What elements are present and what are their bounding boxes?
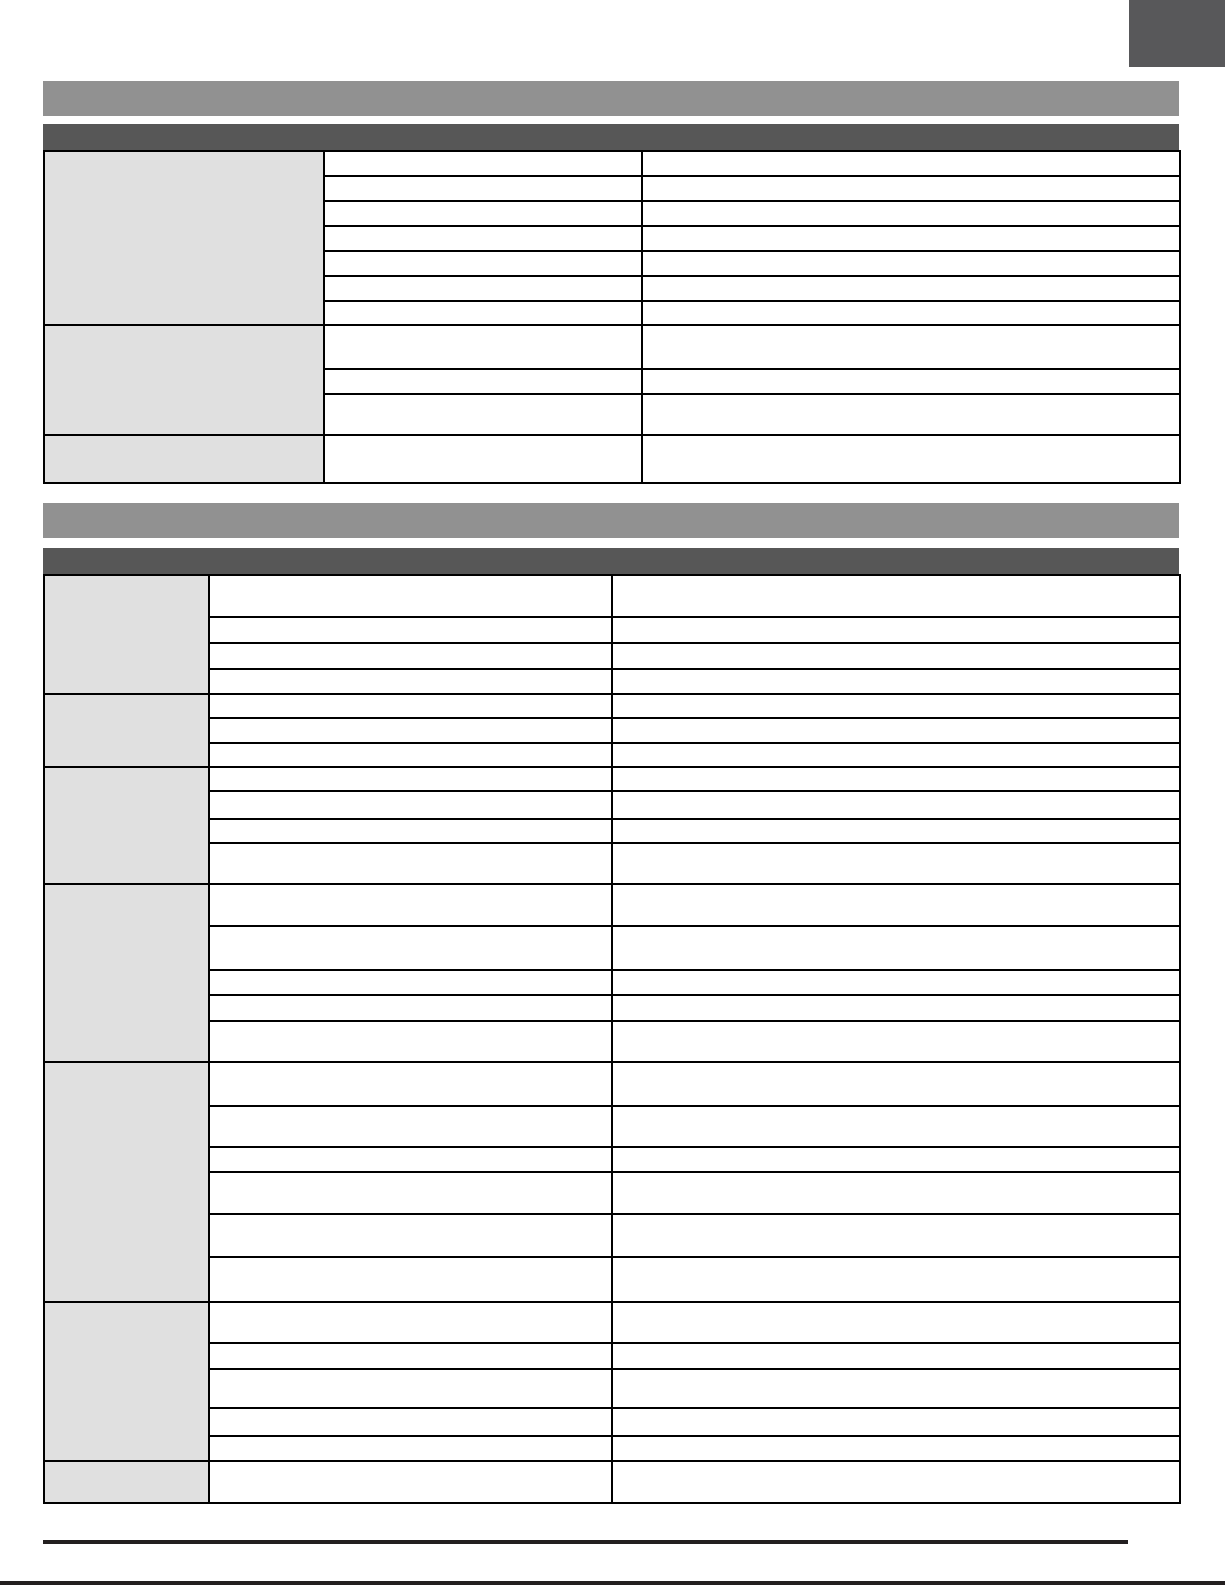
spec-name-cell <box>209 1172 612 1214</box>
spec-name-cell <box>209 1214 612 1257</box>
spec-table-2-title-band <box>43 503 1179 538</box>
spec-value-cell <box>612 767 1180 791</box>
table-row <box>44 1343 1180 1369</box>
spec-value-cell <box>612 1021 1180 1062</box>
spec-name-cell <box>324 276 642 301</box>
spec-name-cell <box>209 1436 612 1461</box>
table-row <box>44 1021 1180 1062</box>
spec-value-cell <box>612 1343 1180 1369</box>
spec-value-cell <box>612 643 1180 669</box>
category-cell <box>44 575 209 694</box>
category-cell <box>44 1461 209 1503</box>
spec-value-cell <box>642 435 1180 483</box>
spec-name-cell <box>209 767 612 791</box>
spec-name-cell <box>209 1461 612 1503</box>
spec-value-cell <box>612 926 1180 970</box>
table-row <box>44 1461 1180 1503</box>
category-cell <box>44 884 209 1062</box>
table-row <box>44 694 1180 718</box>
spec-name-cell <box>209 1106 612 1147</box>
spec-name-cell <box>209 643 612 669</box>
table-row <box>44 995 1180 1021</box>
spec-name-cell <box>209 669 612 694</box>
category-cell <box>44 435 324 483</box>
spec-value-cell <box>642 201 1180 226</box>
footer-rule <box>43 1540 1128 1544</box>
spec-name-cell <box>209 575 612 617</box>
spec-name-cell <box>324 176 642 201</box>
spec-value-cell <box>642 325 1180 369</box>
spec-value-cell <box>612 1147 1180 1172</box>
spec-value-cell <box>612 970 1180 995</box>
spec-name-cell <box>209 1147 612 1172</box>
spec-value-cell <box>612 1257 1180 1302</box>
spec-value-cell <box>642 251 1180 276</box>
spec-name-cell <box>209 1343 612 1369</box>
spec-name-cell <box>209 743 612 767</box>
spec-value-cell <box>612 1214 1180 1257</box>
spec-name-cell <box>324 325 642 369</box>
spec-value-cell <box>612 995 1180 1021</box>
table-row <box>44 643 1180 669</box>
spec-value-cell <box>612 884 1180 926</box>
spec-name-cell <box>209 995 612 1021</box>
spec-name-cell <box>324 435 642 483</box>
spec-value-cell <box>612 718 1180 743</box>
spec-value-cell <box>612 694 1180 718</box>
spec-value-cell <box>612 1062 1180 1106</box>
spec-name-cell <box>209 1062 612 1106</box>
table-row <box>44 1436 1180 1461</box>
spec-name-cell <box>324 151 642 176</box>
spec-name-cell <box>209 617 612 643</box>
spec-value-cell <box>612 791 1180 819</box>
table-row <box>44 575 1180 617</box>
spec-name-cell <box>209 1408 612 1436</box>
spec-table-1-title-band <box>43 81 1179 116</box>
page-bottom-edge <box>0 1581 1225 1585</box>
spec-value-cell <box>612 1302 1180 1343</box>
table-row <box>44 884 1180 926</box>
spec-name-cell <box>209 1257 612 1302</box>
spec-name-cell <box>209 791 612 819</box>
spec-value-cell <box>642 369 1180 394</box>
table-row <box>44 718 1180 743</box>
spec-name-cell <box>209 926 612 970</box>
spec-value-cell <box>612 743 1180 767</box>
spec-name-cell <box>209 1369 612 1408</box>
spec-value-cell <box>612 1369 1180 1408</box>
spec-value-cell <box>612 1172 1180 1214</box>
spec-name-cell <box>324 226 642 251</box>
spec-name-cell <box>209 843 612 884</box>
spec-value-cell <box>612 1408 1180 1436</box>
spec-value-cell <box>612 819 1180 843</box>
spec-table-1 <box>43 150 1181 484</box>
spec-table-2 <box>43 574 1181 1504</box>
table-row <box>44 1172 1180 1214</box>
category-cell <box>44 325 324 435</box>
chapter-corner-tab <box>1129 0 1225 67</box>
spec-value-cell <box>612 843 1180 884</box>
spec-value-cell <box>612 669 1180 694</box>
spec-name-cell <box>324 251 642 276</box>
table-row <box>44 743 1180 767</box>
table-row <box>44 843 1180 884</box>
spec-table-2-header-bar <box>43 548 1179 574</box>
spec-name-cell <box>209 819 612 843</box>
spec-value-cell <box>612 1436 1180 1461</box>
spec-name-cell <box>209 694 612 718</box>
category-cell <box>44 151 324 325</box>
spec-name-cell <box>324 394 642 435</box>
table-row <box>44 767 1180 791</box>
spec-value-cell <box>612 617 1180 643</box>
spec-value-cell <box>642 394 1180 435</box>
spec-value-cell <box>642 301 1180 325</box>
spec-value-cell <box>612 575 1180 617</box>
table-row <box>44 1408 1180 1436</box>
spec-value-cell <box>612 1106 1180 1147</box>
table-row <box>44 325 1180 369</box>
category-cell <box>44 694 209 767</box>
table-row <box>44 1257 1180 1302</box>
table-row <box>44 1106 1180 1147</box>
spec-name-cell <box>324 301 642 325</box>
category-cell <box>44 1302 209 1461</box>
spec-value-cell <box>642 176 1180 201</box>
spec-value-cell <box>642 151 1180 176</box>
spec-name-cell <box>209 970 612 995</box>
spec-value-cell <box>642 226 1180 251</box>
table-row <box>44 151 1180 176</box>
spec-name-cell <box>209 884 612 926</box>
spec-name-cell <box>209 1021 612 1062</box>
table-row <box>44 669 1180 694</box>
spec-name-cell <box>324 201 642 226</box>
table-row <box>44 1302 1180 1343</box>
spec-name-cell <box>324 369 642 394</box>
spec-name-cell <box>209 1302 612 1343</box>
spec-table-1-header-bar <box>43 124 1179 150</box>
table-row <box>44 1369 1180 1408</box>
table-row <box>44 1062 1180 1106</box>
spec-value-cell <box>642 276 1180 301</box>
table-row <box>44 970 1180 995</box>
table-row <box>44 1214 1180 1257</box>
table-row <box>44 926 1180 970</box>
table-row <box>44 819 1180 843</box>
table-row <box>44 435 1180 483</box>
spec-value-cell <box>612 1461 1180 1503</box>
table-row <box>44 791 1180 819</box>
category-cell <box>44 1062 209 1302</box>
table-row <box>44 1147 1180 1172</box>
category-cell <box>44 767 209 884</box>
spec-name-cell <box>209 718 612 743</box>
table-row <box>44 617 1180 643</box>
